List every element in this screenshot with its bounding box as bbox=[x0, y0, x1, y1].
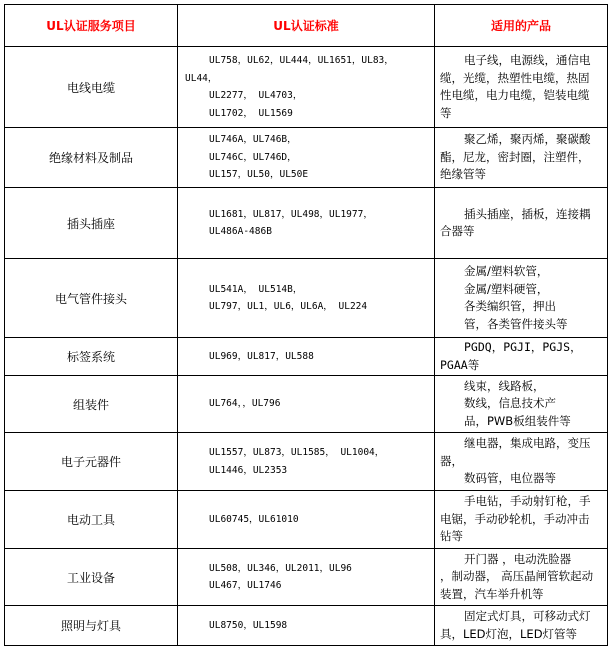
table-row bbox=[5, 376, 608, 433]
standard-line: UL467，UL1746 bbox=[209, 580, 282, 591]
product-line: 器， bbox=[440, 453, 463, 468]
table-row bbox=[5, 128, 608, 188]
standard-line: UL541A， UL514B， bbox=[209, 283, 303, 295]
service-cell: 电气管件接头 bbox=[5, 259, 178, 338]
service-cell: 绝缘材料及制品 bbox=[5, 128, 178, 188]
table-row bbox=[5, 606, 608, 646]
standard-cell bbox=[178, 376, 435, 433]
service-cell: 电动工具 bbox=[5, 491, 178, 549]
product-line: 聚乙烯，聚丙烯，聚碳酸 bbox=[464, 132, 591, 147]
product-line: 线束，线路板， bbox=[464, 378, 545, 393]
product-line: 继电器，集成电路，变压 bbox=[464, 436, 591, 451]
standard-line: UL8750，UL1598 bbox=[209, 619, 288, 631]
product-line: 固定式灯具，可移动式灯 bbox=[464, 609, 591, 623]
table-row bbox=[5, 549, 608, 606]
product-line: 等 bbox=[440, 105, 452, 120]
standard-line: UL1681，UL817，UL498，UL1977， bbox=[209, 208, 373, 220]
product-cell bbox=[435, 491, 608, 549]
product-line: 金属/塑料软管， bbox=[464, 264, 549, 278]
product-cell bbox=[435, 188, 608, 259]
header-row bbox=[5, 5, 608, 47]
standard-line: UL486A-486B bbox=[209, 226, 272, 237]
product-line: 管，各类管件接头等 bbox=[464, 316, 568, 331]
product-line: 缆，光缆，热塑性电缆，热固 bbox=[440, 70, 590, 85]
product-line: 金属/塑料硬管， bbox=[464, 281, 549, 296]
standard-cell bbox=[178, 433, 435, 491]
standard-cell bbox=[178, 128, 435, 188]
product-line: 性电缆，电力电缆，铠装电缆 bbox=[440, 88, 590, 102]
standard-line: UL797，UL1，UL6，UL6A， UL224 bbox=[209, 301, 368, 312]
standard-cell bbox=[178, 338, 435, 376]
standard-line: UL758，UL62，UL444，UL1651，UL83， bbox=[209, 55, 394, 66]
standard-line: UL157，UL50，UL50E bbox=[209, 169, 309, 181]
table-row bbox=[5, 338, 608, 376]
standard-line: UL746C，UL746D， bbox=[209, 151, 297, 163]
standard-cell bbox=[178, 259, 435, 338]
table-row bbox=[5, 188, 608, 259]
standard-line: UL1702， UL1569 bbox=[209, 107, 293, 119]
ul-certification-table bbox=[4, 4, 608, 646]
service-cell: 电子元器件 bbox=[5, 433, 178, 491]
standard-line: UL60745，UL61010 bbox=[209, 513, 299, 525]
standard-cell bbox=[178, 188, 435, 259]
product-line: 开门器 ，电动洗脸器 bbox=[464, 551, 572, 566]
standard-line: UL508，UL346，UL2011，UL96 bbox=[209, 562, 352, 574]
product-line: 具，LED灯泡，LED灯管等 bbox=[440, 626, 578, 641]
standard-line: UL764，，UL796 bbox=[209, 398, 281, 410]
product-line: 酯，尼龙，密封圈，注塑件， bbox=[440, 149, 590, 164]
product-line: 电子线，电源线，通信电 bbox=[464, 53, 591, 67]
header-service: UL认证服务项目 bbox=[5, 5, 178, 47]
standard-line: UL969，UL817，UL588 bbox=[209, 350, 314, 362]
product-line: ，制动器， 高压晶闸管软起动 bbox=[440, 569, 594, 584]
table-row bbox=[5, 259, 608, 338]
product-line: 插头插座，插板，连接耦 bbox=[464, 206, 591, 221]
product-cell bbox=[435, 376, 608, 433]
product-line: 装置，汽车举升机等 bbox=[440, 586, 544, 601]
product-line: PGDQ，PGJI，PGJS， bbox=[464, 340, 582, 354]
service-cell: 工业设备 bbox=[5, 549, 178, 606]
product-line: 品，PWB板组装件等 bbox=[464, 413, 571, 428]
service-cell: 电线电缆 bbox=[5, 47, 178, 128]
table-row bbox=[5, 47, 608, 128]
table-row bbox=[5, 491, 608, 549]
product-line: PGAA等 bbox=[440, 357, 480, 372]
standard-line: UL2277， UL4703， bbox=[209, 90, 303, 101]
product-cell bbox=[435, 128, 608, 188]
product-line: 各类编织管，押出 bbox=[464, 299, 556, 313]
product-line: 手电钻，手动射钉枪，手 bbox=[464, 494, 591, 509]
standard-cell bbox=[178, 606, 435, 646]
service-cell: 照明与灯具 bbox=[5, 606, 178, 646]
standard-cell bbox=[178, 549, 435, 606]
header-standard: UL认证标准 bbox=[178, 5, 435, 47]
product-cell bbox=[435, 606, 608, 646]
service-cell: 标签系统 bbox=[5, 338, 178, 376]
standard-line: UL44， bbox=[185, 72, 218, 84]
table-row bbox=[5, 433, 608, 491]
product-line: 数码管，电位器等 bbox=[464, 471, 556, 486]
standard-line: UL1557，UL873，UL1585， UL1004， bbox=[209, 447, 385, 458]
standard-cell bbox=[178, 47, 435, 128]
product-cell bbox=[435, 433, 608, 491]
product-line: 绝缘管等 bbox=[440, 167, 486, 182]
product-line: 电锯，手动砂轮机，手动冲击 bbox=[440, 511, 590, 526]
standard-line: UL746A，UL746B， bbox=[209, 134, 297, 146]
product-line: 钻等 bbox=[440, 529, 463, 544]
standard-line: UL1446，UL2353 bbox=[209, 464, 288, 476]
service-cell: 插头插座 bbox=[5, 188, 178, 259]
product-line: 合器等 bbox=[440, 224, 475, 238]
standard-cell bbox=[178, 491, 435, 549]
header-product: 适用的产品 bbox=[435, 5, 608, 47]
product-cell bbox=[435, 338, 608, 376]
service-cell: 组装件 bbox=[5, 376, 178, 433]
product-cell bbox=[435, 259, 608, 338]
product-line: 数线，信息技术产 bbox=[464, 396, 556, 411]
product-cell bbox=[435, 47, 608, 128]
product-cell bbox=[435, 549, 608, 606]
